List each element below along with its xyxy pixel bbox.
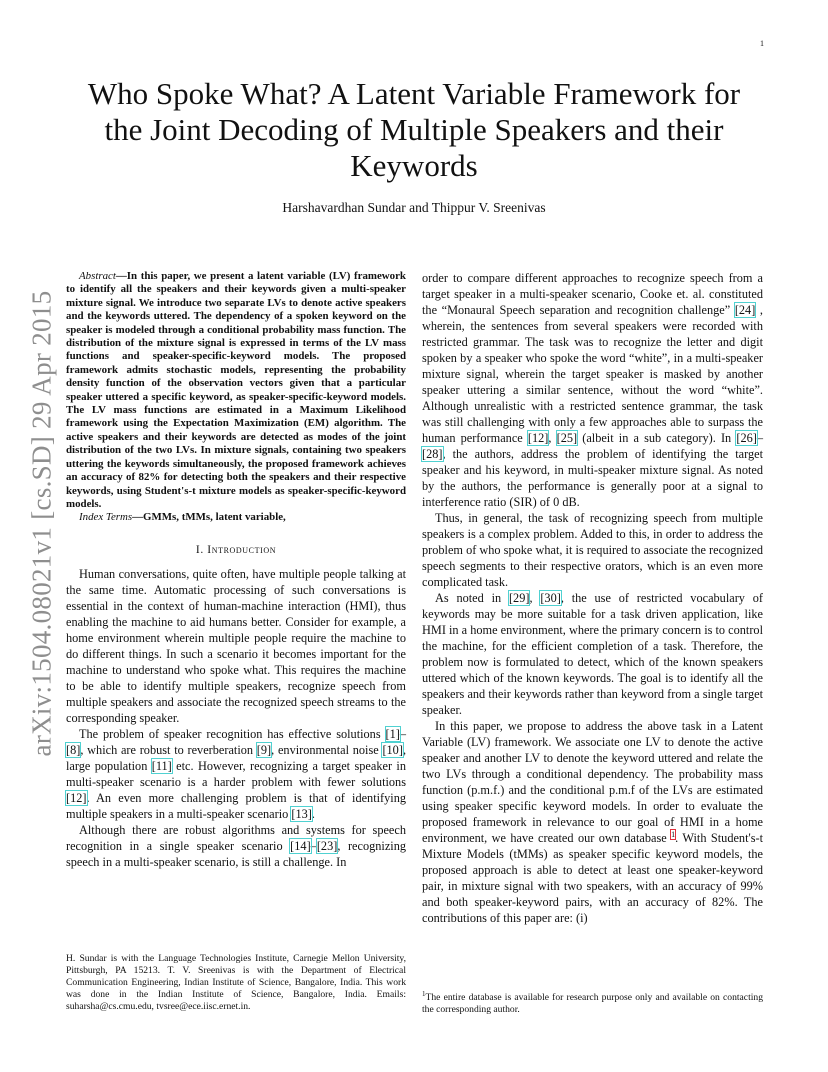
citation-link[interactable]: [12] [66, 790, 87, 805]
paragraph-text: , the use of restricted vocabulary of keywords may be more suitable for a task driven application, like HMI in a home environment, where the primary concern is to control the machine, for the efficient completion of a task. Therefore, the problem now is formulated to detect, which of the known speakers uttered which of the known keywords. The goal is to identify all the speakers and their keywords rather than keyword from a single target speaker. [422, 591, 763, 717]
citation-link[interactable]: [25] [556, 431, 578, 445]
arxiv-stamp [16, 286, 68, 760]
index-terms-lead: Index Terms [79, 511, 133, 524]
paragraph-text: Although there are robust algorithms and systems for speech recognition in a single speaker scenario [66, 822, 406, 853]
paragraph-text: . With Student's-t Mixture Models (tMMs) as speaker specific keyword models, the proposed approach is able to detect at least one speaker-keyword pair, in mixture signal with two speakers, with an accuracy of 99% and both speaker-keyword pairs, with an accuracy of 82%. The contributions of this paper are: (i) [422, 831, 764, 925]
footnote-text: The entire database is available for research purpose only and available on contacting the corresponding author. [422, 992, 763, 1016]
abstract [66, 270, 406, 511]
citation-link[interactable]: [11] [151, 758, 172, 773]
left-column [66, 270, 406, 870]
abstract-text: —In this paper, we present a latent variable (LV) framework to identify all the speakers and their keywords given a multi-speaker mixture signal. We introduce two separate LVs to denote active speakers and the keywords uttered. The dependency of a spoken keyword on the speaker is modeled through a conditional probability mass function. The distribution of the mixture signal is expressed in terms of the LV mass functions and speaker-specific-keyword models. The proposed framework admits stochastic models, representing the probability density function of the observation vectors given that a particular speaker uttered a specific keyword, as speaker-specific-keyword models. The LV mass functions are estimated in a Maximum Likelihood framework using the Expectation Maximization (EM) algorithm. The active speakers and their keywords are detected as modes of the joint distribution of the two LVs. In mixture signals, containing two speakers uttering the keywords simultaneously, the proposed framework achieves an accuracy of 82% for detecting both the speakers and their respective keywords, using Student's-t mixture models as speaker-specific-keyword models. [66, 270, 406, 510]
citation-link[interactable]: [23] [316, 838, 338, 853]
citation-link[interactable]: [9] [256, 742, 272, 757]
paragraph-text: (albeit in a sub category). In [577, 431, 737, 445]
paragraph-text: etc. However, recognizing a target speaker in multi-speaker scenario is a harder problem with fewer solutions [66, 758, 406, 789]
paragraph-text: , environmental noise [271, 742, 383, 757]
paragraph-text: The problem of speaker recognition has effective solutions [79, 726, 386, 741]
citation-link[interactable]: [30] [540, 591, 561, 605]
citation-link[interactable]: [1] [385, 726, 400, 741]
right-column-body [422, 270, 763, 926]
paragraph-text: Thus, in general, the task of recognizing speech from multiple speakers is a complex problem. Added to this, in order to address the problem of who spoke what, it is required to associate the recognized speech segments to their respective orators, which is an even more complicated task. [422, 511, 763, 589]
paragraph-text: , large population [66, 742, 407, 773]
footnote-link[interactable]: 1 [671, 829, 676, 839]
database-footnote [422, 988, 763, 1016]
section-heading-introduction: I. Introduction [195, 543, 277, 556]
paper-title: Who Spoke What? A Latent Variable Framework for the Joint Decoding of Multiple Speakers and their Keywords [87, 76, 741, 183]
paragraph [66, 726, 406, 822]
paragraph-text: – [756, 431, 763, 445]
paragraph [422, 510, 763, 590]
citation-link[interactable]: [8] [66, 742, 81, 757]
paper-authors: Harshavardhan Sundar and Thippur V. Sreenivas [282, 200, 546, 215]
left-column-body [66, 566, 406, 870]
page-number: 1 [760, 39, 764, 48]
citation-link[interactable]: [12] [527, 431, 549, 445]
citation-link[interactable]: [29] [508, 591, 530, 605]
citation-link[interactable]: [14] [290, 838, 311, 853]
paragraph-text: Human conversations, quite often, have multiple people talking at the same time. Automatic processing of such conversations is essential in the context of human-machine interaction (HMI), thus enabling the machine to aid humans better. Consider for example, a home environment wherein multiple people require the machine to do different things. In such a scenario it becomes important for the machine to understand who spoke what. This requires the machine to be able to identify multiple speakers, recognize speech from multiple speakers and associate the recognized speech streams to the corresponding speaker. [66, 566, 406, 725]
paragraph [422, 270, 763, 510]
paragraph [66, 566, 406, 726]
paragraph-text: As noted in [435, 591, 509, 605]
citation-link[interactable]: [10] [382, 742, 403, 757]
paragraph [66, 822, 406, 870]
index-terms-text: —GMMs, tMMs, latent variable, [132, 511, 286, 524]
footnote-mark: 1 [422, 990, 426, 998]
paragraph-text: , [548, 431, 557, 445]
paragraph-text: order to compare different approaches to recognize speech from a target speaker in a multi-speaker scenario, Cooke et. al. constituted the “Monaural Speech separation and recognition challenge” [422, 271, 763, 317]
paragraph-text: , [529, 591, 541, 605]
citation-link[interactable]: [13] [291, 806, 312, 821]
arxiv-stamp-text: arXiv:1504.08021v1 [cs.SD] 29 Apr 2015 [26, 290, 57, 756]
paragraph-text: , the authors, address the problem of identifying the target speaker and his keyword, in multi-speaker mixture signal. As noted by the authors, the performance is generally poor at a signal to interference ratio (SIR) of 0 dB. [422, 447, 763, 509]
paragraph [422, 718, 763, 926]
index-terms [66, 511, 406, 524]
paragraph-text: – [399, 726, 406, 741]
citation-link[interactable]: [26] [736, 431, 757, 445]
paragraph-text: – [310, 838, 317, 853]
paragraph-text: , wherein, the sentences from several speakers were recorded with restricted grammar. The task was to recognize the letter and digit spoken by a speaker who spoke the word “white”, in a multi-speaker mixture signal, wherein the target speaker is masked by another speaker uttering a similar sentence, without the word “white”. Although unrealistic with a restricted sentence grammar, the task was still challenging with only a few approaches able to surpass the human performance [422, 303, 763, 445]
right-column [422, 270, 763, 926]
affiliation-footnote: H. Sundar is with the Language Technologies Institute, Carnegie Mellon University, Pittsburgh, PA 15213. T. V. Sreenivas is with the Department of Electrical Communication Engineering, Indian Institute of Science, Bangalore, India. This work was done in the Indian Institute of Science, Bangalore, India. Emails: suharsha@cs.cmu.edu, tvsree@ece.iisc.ernet.in. [66, 953, 406, 1012]
paragraph-text: . An even more challenging problem is that of identifying multiple speakers in a multi-speaker scenario [66, 790, 406, 821]
abstract-lead: Abstract [79, 270, 116, 282]
paragraph [422, 590, 763, 718]
paragraph-text: In this paper, we propose to address the above task in a Latent Variable (LV) framework. We associate one LV to denote the active speaker and another LV to denote the keyword uttered and relate the two LVs through a conditional dependency. The probability mass function (p.m.f.) and the conditional p.m.f of the LVs are estimated using speaker specific keyword models. In order to evaluate the proposed framework in relevance to our goal of HMI in a home environment, we have created our own database [422, 719, 763, 845]
paragraph-text: , recognizing speech in a multi-speaker scenario, is still a challenge. In [66, 838, 406, 869]
citation-link[interactable]: [24] [734, 303, 756, 317]
citation-link[interactable]: [28] [422, 447, 443, 461]
paragraph-text: . [311, 806, 315, 821]
paragraph-text: , which are robust to reverberation [80, 742, 257, 757]
